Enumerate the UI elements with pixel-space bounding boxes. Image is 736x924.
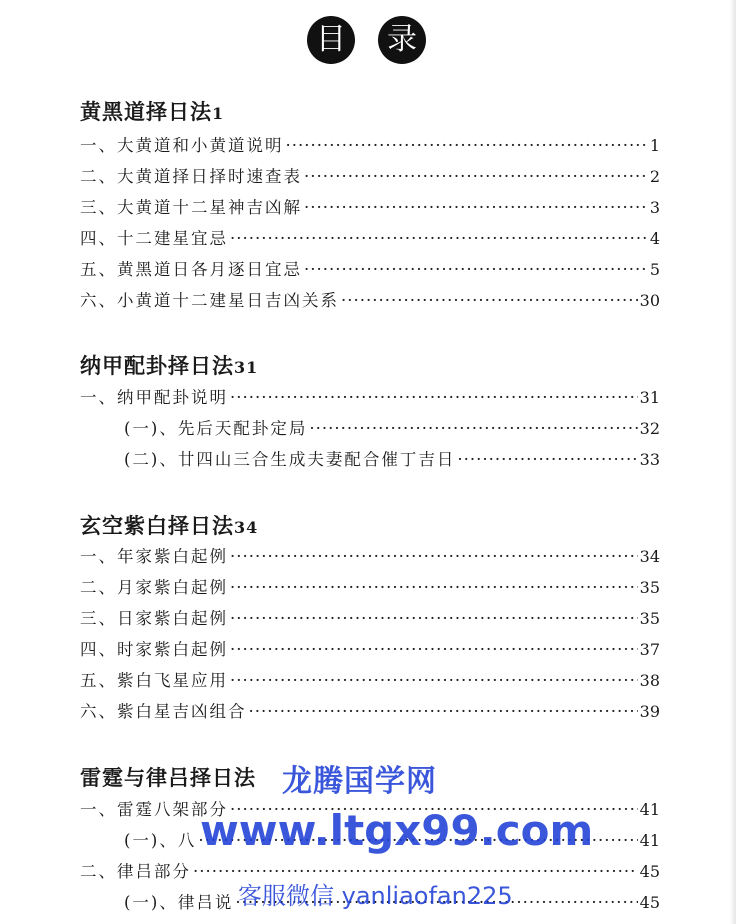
title-char-mu: 目: [307, 16, 355, 64]
toc-title: [0, 16, 736, 68]
section-heading: [80, 350, 258, 380]
toc-entry[interactable]: [80, 386, 660, 410]
section-heading: [80, 96, 224, 126]
toc-entry-page: 39: [639, 702, 660, 721]
toc-entry-label: 五、黄黑道日各月逐日宜忌: [80, 260, 302, 279]
watermark-contact: 客服微信 yanliaofan225: [238, 882, 513, 910]
toc-entry-page: 38: [639, 671, 660, 690]
toc-entry[interactable]: [80, 165, 660, 189]
leader-dots: [249, 700, 638, 724]
toc-entry-label: 六、小黄道十二建星日吉凶关系: [80, 291, 339, 310]
section-heading-page: 34: [234, 518, 259, 537]
toc-entry-page: 34: [639, 547, 660, 566]
toc-entry-page: 41: [639, 831, 660, 850]
leader-dots: [341, 289, 638, 313]
leader-dots: [230, 669, 638, 693]
toc-entry-label: 二、月家紫白起例: [80, 578, 228, 597]
toc-entry[interactable]: [80, 258, 660, 282]
section-heading-page: 31: [234, 358, 259, 377]
leader-dots: [230, 607, 638, 631]
section-heading-text: 雷霆与律吕择日法: [80, 766, 256, 790]
leader-dots: [230, 638, 638, 662]
toc-entry-page: 45: [639, 862, 660, 881]
toc-entry[interactable]: [80, 700, 660, 724]
toc-entry[interactable]: [80, 289, 660, 313]
toc-entry-page: 33: [639, 450, 660, 469]
watermark-url: www.ltgx99.com: [200, 806, 594, 855]
leader-dots: [304, 165, 648, 189]
leader-dots: [230, 576, 638, 600]
toc-entry-page: 45: [639, 893, 660, 912]
toc-entry-label: (一)、八: [124, 831, 197, 850]
section-heading: [80, 762, 256, 792]
toc-entry[interactable]: [124, 417, 660, 441]
toc-entry[interactable]: [80, 227, 660, 251]
toc-entry-page: 31: [639, 388, 660, 407]
section-heading-text: 玄空紫白择日法: [80, 514, 234, 538]
toc-entry-page: 35: [639, 609, 660, 628]
toc-entry-label: (一)、先后天配卦定局: [124, 419, 308, 438]
toc-entry[interactable]: [80, 196, 660, 220]
toc-entry-page: 41: [639, 800, 660, 819]
leader-dots: [230, 545, 638, 569]
toc-entry-label: 四、时家紫白起例: [80, 640, 228, 659]
toc-entry-label: (二)、廿四山三合生成夫妻配合催丁吉日: [124, 450, 456, 469]
toc-entry-page: 35: [639, 578, 660, 597]
toc-entry-label: 二、大黄道择日择时速查表: [80, 167, 302, 186]
section-heading-text: 黄黑道择日法: [80, 100, 212, 124]
leader-dots: [304, 196, 648, 220]
toc-entry-label: 三、日家紫白起例: [80, 609, 228, 628]
toc-entry-page: 30: [639, 291, 660, 310]
toc-entry[interactable]: [80, 134, 660, 158]
toc-entry[interactable]: [80, 607, 660, 631]
toc-entry-page: 1: [649, 136, 660, 155]
watermark-site-name: 龙腾国学网: [282, 764, 437, 799]
leader-dots: [304, 258, 648, 282]
toc-entry[interactable]: [80, 638, 660, 662]
toc-entry-label: 三、大黄道十二星神吉凶解: [80, 198, 302, 217]
toc-entry-page: 32: [639, 419, 660, 438]
toc-entry[interactable]: [80, 669, 660, 693]
toc-entry-label: 一、年家紫白起例: [80, 547, 228, 566]
toc-entry-page: 3: [649, 198, 660, 217]
toc-entry[interactable]: [124, 448, 660, 472]
toc-entry-label: (一)、律吕说: [124, 893, 234, 912]
leader-dots: [230, 386, 638, 410]
toc-entry-label: 一、大黄道和小黄道说明: [80, 136, 284, 155]
toc-entry-label: 一、纳甲配卦说明: [80, 388, 228, 407]
toc-entry-page: 37: [639, 640, 660, 659]
section-heading-page: 1: [212, 104, 225, 123]
toc-entry-label: 一、雷霆八架部分: [80, 800, 228, 819]
title-char-lu: 录: [378, 16, 426, 64]
toc-entry-page: 2: [649, 167, 660, 186]
page-edge-shadow: [730, 0, 736, 924]
section-heading: [80, 510, 258, 540]
leader-dots: [457, 448, 637, 472]
leader-dots: [309, 417, 637, 441]
toc-entry-label: 二、律吕部分: [80, 862, 191, 881]
toc-entry-label: 四、十二建星宜忌: [80, 229, 228, 248]
toc-entry[interactable]: [80, 576, 660, 600]
toc-entry-page: 5: [649, 260, 660, 279]
toc-entry[interactable]: [80, 545, 660, 569]
section-heading-text: 纳甲配卦择日法: [80, 354, 234, 378]
toc-entry-page: 4: [649, 229, 660, 248]
toc-entry-label: 六、紫白星吉凶组合: [80, 702, 247, 721]
toc-entry-label: 五、紫白飞星应用: [80, 671, 228, 690]
leader-dots: [230, 227, 648, 251]
leader-dots: [286, 134, 648, 158]
